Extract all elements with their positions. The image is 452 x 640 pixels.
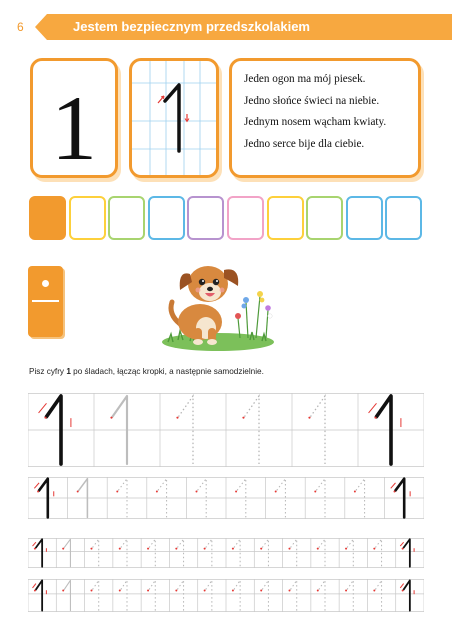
poem-card <box>229 58 421 178</box>
trace-digit-one <box>36 580 42 610</box>
start-dot <box>90 548 92 550</box>
direction-arrow <box>33 542 36 546</box>
trace-digit-one <box>64 539 70 567</box>
counting-square-7 <box>267 196 304 240</box>
poem-line-4: Jedno serce bije dla ciebie. <box>244 137 365 150</box>
start-dot <box>119 590 121 592</box>
trace-digit-one <box>290 580 296 610</box>
trace-digit-one <box>404 580 410 610</box>
start-dot <box>317 548 319 550</box>
start-dot <box>402 590 404 592</box>
counting-square-5 <box>187 196 224 240</box>
big-digit: 1 <box>51 77 97 179</box>
trace-digit-one <box>319 580 325 610</box>
trace-digit-one <box>375 580 381 610</box>
start-dot <box>393 490 395 492</box>
start-dot <box>147 548 149 550</box>
trace-digit-one <box>347 539 353 567</box>
counting-square-2 <box>69 196 106 240</box>
practice-grid <box>28 477 424 519</box>
start-dot <box>260 590 262 592</box>
trace-digit-one <box>319 539 325 567</box>
trace-digit-one <box>206 539 212 567</box>
instruction-digit: 1 <box>66 367 71 376</box>
start-dot <box>232 548 234 550</box>
start-dot <box>373 590 375 592</box>
practice-grid <box>28 393 424 467</box>
start-dot <box>34 548 36 550</box>
trace-digit-one <box>234 539 240 567</box>
digit-card <box>30 58 118 178</box>
start-dot <box>116 490 118 492</box>
exercise-instruction <box>29 367 264 376</box>
start-dot <box>34 590 36 592</box>
start-dot <box>275 490 277 492</box>
trace-digit-one <box>121 539 127 567</box>
digit-trace-grid <box>132 61 216 175</box>
domino-divider <box>32 300 59 302</box>
start-dot <box>175 590 177 592</box>
counting-square-6 <box>227 196 264 240</box>
trace-digit-one <box>92 580 98 610</box>
direction-arrow <box>34 483 39 488</box>
trace-digit-one <box>177 580 183 610</box>
trace-digit-one <box>290 539 296 567</box>
trace-digit-one <box>121 580 127 610</box>
direction-arrow <box>391 483 396 488</box>
start-dot <box>175 548 177 550</box>
trace-digit-one <box>177 539 183 567</box>
start-dot <box>77 490 79 492</box>
trace-digit-one <box>234 580 240 610</box>
practice-grid <box>28 579 424 612</box>
start-dot <box>402 548 404 550</box>
instruction-text-after: po śladach, łącząc kropki, a następnie samodzielnie. <box>70 367 264 376</box>
direction-arrow <box>33 584 36 588</box>
domino-dot <box>42 280 49 287</box>
start-dot <box>314 490 316 492</box>
start-dot <box>110 417 112 419</box>
trace-digit-one <box>404 539 410 567</box>
trace-digit-one <box>262 580 268 610</box>
start-dot <box>37 490 39 492</box>
page-title: Jestem bezpiecznym przedszkolakiem <box>73 19 310 34</box>
poem-line-2: Jedno słońce świeci na niebie. <box>244 94 380 107</box>
counting-square-8 <box>306 196 343 240</box>
domino-tile <box>28 266 63 337</box>
start-dot <box>90 590 92 592</box>
start-dot <box>44 417 46 419</box>
counting-square-9 <box>346 196 383 240</box>
start-dot <box>317 590 319 592</box>
direction-arrow <box>400 584 403 588</box>
direction-arrow <box>400 542 403 546</box>
start-dot <box>260 548 262 550</box>
start-dot <box>232 590 234 592</box>
counting-square-3 <box>108 196 145 240</box>
start-dot <box>308 417 310 419</box>
start-dot <box>156 490 158 492</box>
header-bar <box>35 14 452 40</box>
poem-line-1: Jeden ogon ma mój piesek. <box>244 73 366 85</box>
poem-line-3: Jednym nosem wącham kwiaty. <box>244 116 387 129</box>
start-dot <box>204 548 206 550</box>
counting-square-4 <box>148 196 185 240</box>
start-dot <box>242 417 244 419</box>
instruction-text-before: Pisz cyfry <box>29 367 67 376</box>
start-dot <box>374 417 376 419</box>
start-dot <box>288 548 290 550</box>
start-dot <box>345 590 347 592</box>
direction-arrow <box>369 403 377 413</box>
practice-grid <box>28 538 424 568</box>
start-dot <box>62 590 64 592</box>
start-dot <box>354 490 356 492</box>
trace-digit-one <box>149 539 155 567</box>
trace-card <box>129 58 219 178</box>
start-dot <box>288 590 290 592</box>
trace-digit-one <box>375 539 381 567</box>
dog-illustration <box>160 254 280 354</box>
start-dot <box>62 548 64 550</box>
trace-digit-one <box>36 539 42 567</box>
counting-square-1 <box>29 196 66 240</box>
trace-digit-one <box>149 580 155 610</box>
start-dot <box>147 590 149 592</box>
start-dot <box>119 548 121 550</box>
trace-digit-one <box>262 539 268 567</box>
trace-digit-one <box>64 580 70 610</box>
start-dot <box>345 548 347 550</box>
page-number: 6 <box>17 20 24 34</box>
trace-digit-one <box>206 580 212 610</box>
start-dot <box>176 417 178 419</box>
direction-arrow <box>39 403 47 413</box>
start-dot <box>204 590 206 592</box>
trace-digit-one <box>347 580 353 610</box>
start-dot <box>373 548 375 550</box>
counting-square-10 <box>385 196 422 240</box>
start-dot <box>195 490 197 492</box>
start-dot <box>235 490 237 492</box>
trace-digit-one <box>92 539 98 567</box>
